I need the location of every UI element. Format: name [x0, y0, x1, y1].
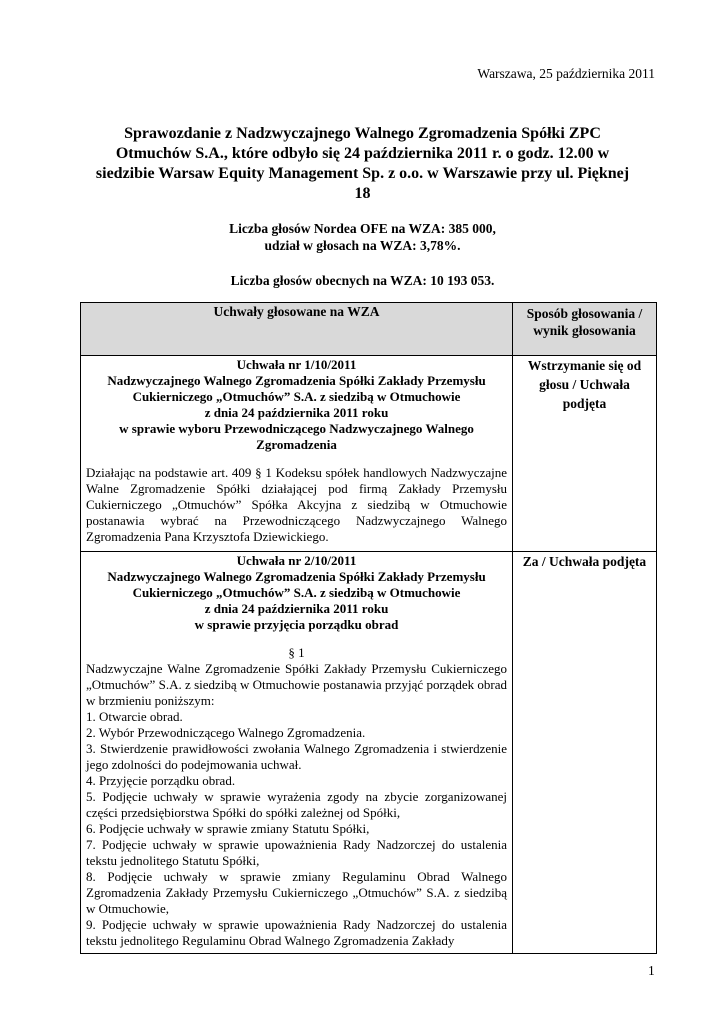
page-number: 1: [648, 963, 655, 978]
resolution-number: Uchwała nr 2/10/2011: [236, 553, 357, 568]
resolution-body-name: Nadzwyczajnego Walnego Zgromadzenia Spółki Zakłady Przemysłu Cukierniczego „Otmuchów” S.A. z siedzibą w Otmuchowie: [107, 569, 486, 600]
agenda-item: 8. Podjęcie uchwały w sprawie zmiany Regulaminu Obrad Walnego Zgromadzenia Zakłady Przemysłu Cukierniczego „Otmuchów” S.A. z siedzibą w Otmuchowie,: [86, 869, 507, 916]
table-header-row: [81, 303, 657, 356]
votes-count: Liczba głosów Nordea OFE na WZA: 385 000,: [229, 221, 496, 236]
resolution-number: Uchwała nr 1/10/2011: [236, 357, 357, 372]
agenda-item: 1. Otwarcie obrad.: [86, 709, 183, 724]
resolution-cell: [81, 552, 513, 954]
votes-share: udział w głosach na WZA: 3,78%.: [264, 238, 461, 253]
document-date: Warszawa, 25 października 2011: [477, 66, 655, 81]
resolution-intro: Nadzwyczajne Walne Zgromadzenie Spółki Zakłady Przemysłu Cukierniczego „Otmuchów” S.A. z siedzibą w Otmuchowie postanawia przyjąć porządek obrad w brzmieniu poniższym:: [86, 661, 507, 708]
agenda-item: 2. Wybór Przewodniczącego Walnego Zgromadzenia.: [86, 725, 366, 740]
resolution-result: Wstrzymanie się od głosu / Uchwała podjęta: [513, 356, 657, 552]
table-row: [81, 356, 657, 552]
resolution-date: z dnia 24 października 2011 roku: [204, 601, 389, 616]
resolution-text: Działając na podstawie art. 409 § 1 Kodeksu spółek handlowych Nadzwyczajne Walne Zgromadzenie Spółki działającej pod firmą Zakłady Przemysłu Cukierniczego „Otmuchów” Spółka Akcyjna z siedzibą w Otmuchowie postanawia wybrać na Przewodniczącego Nadzwyczajnego Walnego Zgromadzenia Pana Krzysztofa Dziewickiego.: [86, 465, 507, 544]
resolutions-table: [80, 302, 657, 954]
agenda-item: 3. Stwierdzenie prawidłowości zwołania Walnego Zgromadzenia i stwierdzenie jego zdolności do podejmowania uchwał.: [86, 741, 507, 772]
paragraph-mark: § 1: [288, 645, 305, 660]
resolution-body-name: Nadzwyczajnego Walnego Zgromadzenia Spółki Zakłady Przemysłu Cukierniczego „Otmuchów” S.A. z siedzibą w Otmuchowie: [107, 373, 486, 404]
agenda-item: 7. Podjęcie uchwały w sprawie upoważnienia Rady Nadzorczej do ustalenia tekstu jednolitego Statutu Spółki,: [86, 837, 507, 868]
resolution-cell: [81, 356, 513, 552]
agenda-item: 6. Podjęcie uchwały w sprawie zmiany Statutu Spółki,: [86, 821, 370, 836]
resolution-result: Za / Uchwała podjęta: [513, 552, 657, 954]
column-header-resolutions: Uchwały głosowane na WZA: [81, 303, 513, 356]
votes-present: Liczba głosów obecnych na WZA: 10 193 053.: [230, 273, 495, 288]
document-title: Sprawozdanie z Nadzwyczajnego Walnego Zgromadzenia Spółki ZPC Otmuchów S.A., które odbyło się 24 października 2011 r. o godz. 12.00 w siedzibie Warsaw Equity Management Sp. z o.o. w Warszawie przy ul. Pięknej 18: [95, 125, 630, 202]
resolution-subject: w sprawie wyboru Przewodniczącego Nadzwyczajnego Walnego Zgromadzenia: [119, 421, 474, 452]
votes-summary: [80, 220, 645, 254]
resolution-subject: w sprawie przyjęcia porządku obrad: [194, 617, 399, 632]
agenda-item: 4. Przyjęcie porządku obrad.: [86, 773, 236, 788]
column-header-result: Sposób głosowania / wynik głosowania: [513, 303, 657, 356]
agenda-item: 5. Podjęcie uchwały w sprawie wyrażenia zgody na zbycie zorganizowanej części przedsiębiorstwa Spółki do spółki zależnej od Spółki,: [86, 789, 507, 820]
resolution-date: z dnia 24 października 2011 roku: [204, 405, 389, 420]
agenda-item: 9. Podjęcie uchwały w sprawie upoważnienia Rady Nadzorczej do ustalenia tekstu jednolitego Regulaminu Obrad Walnego Zgromadzenia Zakłady: [86, 917, 507, 948]
table-row: [81, 552, 657, 954]
